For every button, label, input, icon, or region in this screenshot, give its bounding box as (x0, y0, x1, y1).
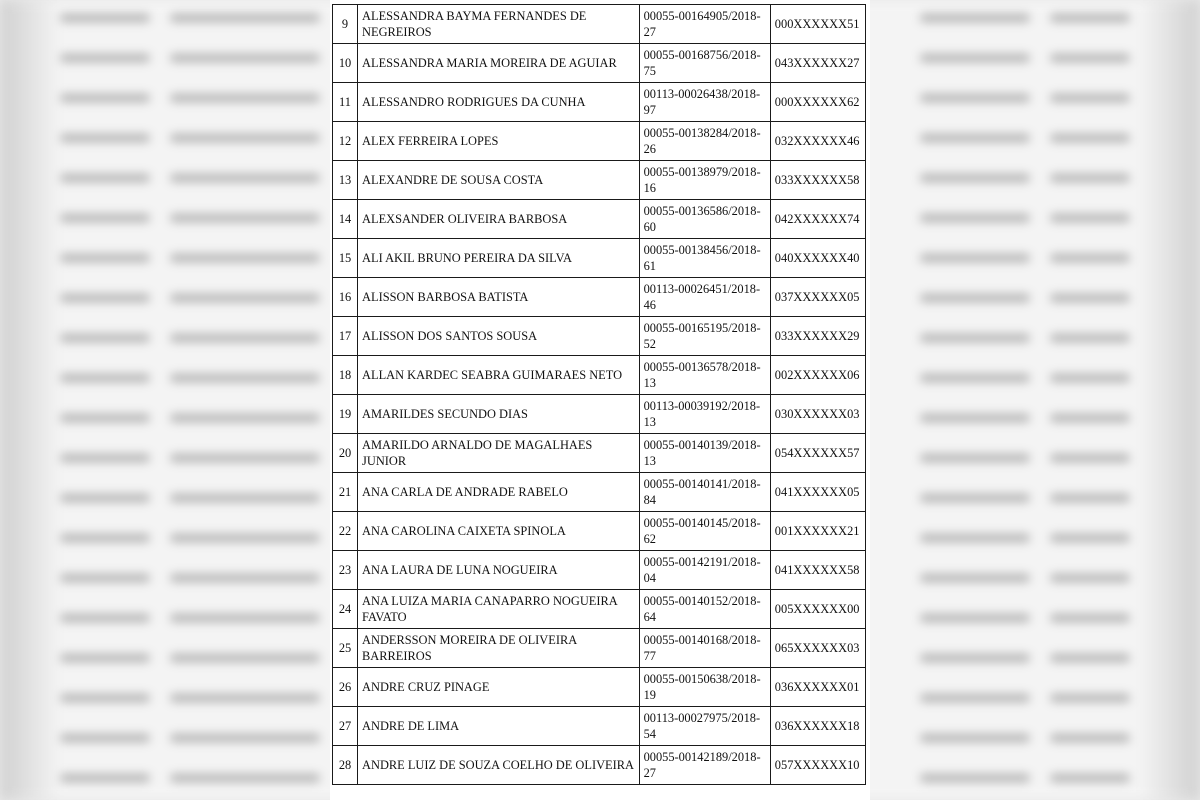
person-name: ALISSON BARBOSA BATISTA (358, 278, 640, 317)
table-row (333, 278, 866, 317)
row-number: 11 (333, 83, 358, 122)
blurred-line (60, 14, 150, 22)
roster-table (332, 4, 866, 785)
person-name: ANDERSSON MOREIRA DE OLIVEIRA BARREIROS (358, 629, 640, 668)
table-row (333, 512, 866, 551)
blurred-line (920, 534, 1030, 542)
masked-cpf: 054XXXXXX57 (770, 434, 865, 473)
blurred-line (60, 454, 150, 462)
blurred-line (170, 734, 320, 742)
blurred-line (170, 254, 320, 262)
table-row (333, 44, 866, 83)
table-row (333, 629, 866, 668)
blurred-line (170, 54, 320, 62)
masked-cpf: 000XXXXXX51 (770, 5, 865, 44)
table-row (333, 434, 866, 473)
blurred-line (170, 534, 320, 542)
blurred-line (170, 174, 320, 182)
row-number: 17 (333, 317, 358, 356)
masked-cpf: 030XXXXXX03 (770, 395, 865, 434)
masked-cpf: 057XXXXXX10 (770, 746, 865, 785)
blurred-line (170, 454, 320, 462)
roster-table-body (333, 5, 866, 785)
blurred-line (920, 14, 1030, 22)
masked-cpf: 041XXXXXX58 (770, 551, 865, 590)
blurred-line (1050, 294, 1130, 302)
row-number: 25 (333, 629, 358, 668)
process-number: 00055-00142191/2018-04 (639, 551, 770, 590)
blurred-line (170, 294, 320, 302)
blurred-line (1050, 614, 1130, 622)
row-number: 22 (333, 512, 358, 551)
table-row (333, 239, 866, 278)
process-number: 00055-00140139/2018-13 (639, 434, 770, 473)
blurred-line (1050, 654, 1130, 662)
person-name: ANA CAROLINA CAIXETA SPINOLA (358, 512, 640, 551)
row-number: 27 (333, 707, 358, 746)
blurred-line (920, 494, 1030, 502)
blurred-line (920, 694, 1030, 702)
blurred-line (60, 54, 150, 62)
blurred-line (920, 254, 1030, 262)
masked-cpf: 032XXXXXX46 (770, 122, 865, 161)
process-number: 00055-00164905/2018-27 (639, 5, 770, 44)
blurred-line (1050, 374, 1130, 382)
masked-cpf: 000XXXXXX62 (770, 83, 865, 122)
row-number: 24 (333, 590, 358, 629)
process-number: 00055-00165195/2018-52 (639, 317, 770, 356)
masked-cpf: 043XXXXXX27 (770, 44, 865, 83)
blurred-line (60, 694, 150, 702)
blurred-line (920, 214, 1030, 222)
process-number: 00113-00026451/2018-46 (639, 278, 770, 317)
blurred-line (170, 134, 320, 142)
process-number: 00055-00150638/2018-19 (639, 668, 770, 707)
row-number: 13 (333, 161, 358, 200)
blurred-line (1050, 334, 1130, 342)
table-row (333, 746, 866, 785)
person-name: ANA LAURA DE LUNA NOGUEIRA (358, 551, 640, 590)
blurred-line (1050, 134, 1130, 142)
blurred-line (170, 14, 320, 22)
blurred-line (920, 574, 1030, 582)
table-row (333, 83, 866, 122)
blurred-line (1050, 54, 1130, 62)
table-row (333, 551, 866, 590)
person-name: AMARILDO ARNALDO DE MAGALHAES JUNIOR (358, 434, 640, 473)
blurred-line (920, 414, 1030, 422)
blurred-line (170, 614, 320, 622)
blurred-line (920, 334, 1030, 342)
masked-cpf: 037XXXXXX05 (770, 278, 865, 317)
row-number: 20 (333, 434, 358, 473)
masked-cpf: 036XXXXXX01 (770, 668, 865, 707)
blurred-line (1050, 94, 1130, 102)
person-name: ALEXANDRE DE SOUSA COSTA (358, 161, 640, 200)
person-name: ALESSANDRA MARIA MOREIRA DE AGUIAR (358, 44, 640, 83)
process-number: 00055-00138456/2018-61 (639, 239, 770, 278)
blurred-line (60, 374, 150, 382)
blurred-line (920, 614, 1030, 622)
process-number: 00055-00136578/2018-13 (639, 356, 770, 395)
blurred-line (1050, 214, 1130, 222)
blurred-line (60, 494, 150, 502)
blurred-line (1050, 574, 1130, 582)
blurred-line (60, 654, 150, 662)
masked-cpf: 065XXXXXX03 (770, 629, 865, 668)
blurred-line (60, 774, 150, 782)
blurred-line (920, 174, 1030, 182)
process-number: 00055-00138979/2018-16 (639, 161, 770, 200)
person-name: ALISSON DOS SANTOS SOUSA (358, 317, 640, 356)
blurred-line (170, 654, 320, 662)
masked-cpf: 042XXXXXX74 (770, 200, 865, 239)
blurred-line (1050, 534, 1130, 542)
blurred-line (60, 734, 150, 742)
blurred-line (60, 414, 150, 422)
blurred-line (1050, 694, 1130, 702)
person-name: ANDRE DE LIMA (358, 707, 640, 746)
row-number: 18 (333, 356, 358, 395)
blurred-line (60, 294, 150, 302)
row-number: 23 (333, 551, 358, 590)
blurred-line (1050, 254, 1130, 262)
blurred-line (1050, 774, 1130, 782)
process-number: 00055-00140152/2018-64 (639, 590, 770, 629)
row-number: 10 (333, 44, 358, 83)
row-number: 26 (333, 668, 358, 707)
row-number: 14 (333, 200, 358, 239)
table-row (333, 122, 866, 161)
table-row (333, 200, 866, 239)
row-number: 28 (333, 746, 358, 785)
blurred-line (1050, 414, 1130, 422)
blurred-line (170, 214, 320, 222)
table-row (333, 161, 866, 200)
person-name: ANA CARLA DE ANDRADE RABELO (358, 473, 640, 512)
row-number: 15 (333, 239, 358, 278)
blurred-line (920, 54, 1030, 62)
blurred-line (170, 774, 320, 782)
blurred-line (60, 614, 150, 622)
blurred-line (170, 334, 320, 342)
table-row (333, 590, 866, 629)
person-name: ALEXSANDER OLIVEIRA BARBOSA (358, 200, 640, 239)
blurred-line (1050, 494, 1130, 502)
row-number: 16 (333, 278, 358, 317)
blurred-line (60, 214, 150, 222)
process-number: 00055-00168756/2018-75 (639, 44, 770, 83)
row-number: 9 (333, 5, 358, 44)
blurred-line (60, 254, 150, 262)
blurred-line (170, 574, 320, 582)
blurred-line (60, 334, 150, 342)
process-number: 00113-00039192/2018-13 (639, 395, 770, 434)
masked-cpf: 033XXXXXX58 (770, 161, 865, 200)
table-row (333, 317, 866, 356)
person-name: ANA LUIZA MARIA CANAPARRO NOGUEIRA FAVATO (358, 590, 640, 629)
person-name: ANDRE CRUZ PINAGE (358, 668, 640, 707)
person-name: ALEX FERREIRA LOPES (358, 122, 640, 161)
blurred-line (1050, 14, 1130, 22)
blurred-line (920, 654, 1030, 662)
blurred-line (170, 374, 320, 382)
blurred-line (60, 574, 150, 582)
blurred-line (1050, 174, 1130, 182)
process-number: 00055-00138284/2018-26 (639, 122, 770, 161)
blurred-line (170, 414, 320, 422)
blurred-line (920, 294, 1030, 302)
person-name: ALESSANDRO RODRIGUES DA CUNHA (358, 83, 640, 122)
blurred-line (920, 734, 1030, 742)
person-name: AMARILDES SECUNDO DIAS (358, 395, 640, 434)
blurred-line (170, 494, 320, 502)
row-number: 19 (333, 395, 358, 434)
blurred-line (60, 134, 150, 142)
blurred-line (170, 94, 320, 102)
process-number: 00113-00027975/2018-54 (639, 707, 770, 746)
table-row (333, 395, 866, 434)
row-number: 12 (333, 122, 358, 161)
document-strip (330, 0, 870, 800)
blurred-line (1050, 454, 1130, 462)
blurred-line (920, 454, 1030, 462)
table-row (333, 707, 866, 746)
row-number: 21 (333, 473, 358, 512)
blurred-line (920, 94, 1030, 102)
blurred-line (1050, 734, 1130, 742)
table-row (333, 5, 866, 44)
blurred-line (60, 174, 150, 182)
person-name: ALESSANDRA BAYMA FERNANDES DE NEGREIROS (358, 5, 640, 44)
masked-cpf: 001XXXXXX21 (770, 512, 865, 551)
blurred-line (920, 134, 1030, 142)
masked-cpf: 005XXXXXX00 (770, 590, 865, 629)
process-number: 00113-00026438/2018-97 (639, 83, 770, 122)
masked-cpf: 040XXXXXX40 (770, 239, 865, 278)
blurred-line (920, 374, 1030, 382)
blurred-line (60, 94, 150, 102)
blurred-line (60, 534, 150, 542)
process-number: 00055-00140145/2018-62 (639, 512, 770, 551)
blurred-line (920, 774, 1030, 782)
table-row (333, 473, 866, 512)
masked-cpf: 002XXXXXX06 (770, 356, 865, 395)
process-number: 00055-00142189/2018-27 (639, 746, 770, 785)
blurred-line (170, 694, 320, 702)
process-number: 00055-00140141/2018-84 (639, 473, 770, 512)
person-name: ALLAN KARDEC SEABRA GUIMARAES NETO (358, 356, 640, 395)
table-row (333, 356, 866, 395)
masked-cpf: 036XXXXXX18 (770, 707, 865, 746)
person-name: ANDRE LUIZ DE SOUZA COELHO DE OLIVEIRA (358, 746, 640, 785)
masked-cpf: 041XXXXXX05 (770, 473, 865, 512)
table-row (333, 668, 866, 707)
process-number: 00055-00136586/2018-60 (639, 200, 770, 239)
process-number: 00055-00140168/2018-77 (639, 629, 770, 668)
masked-cpf: 033XXXXXX29 (770, 317, 865, 356)
person-name: ALI AKIL BRUNO PEREIRA DA SILVA (358, 239, 640, 278)
